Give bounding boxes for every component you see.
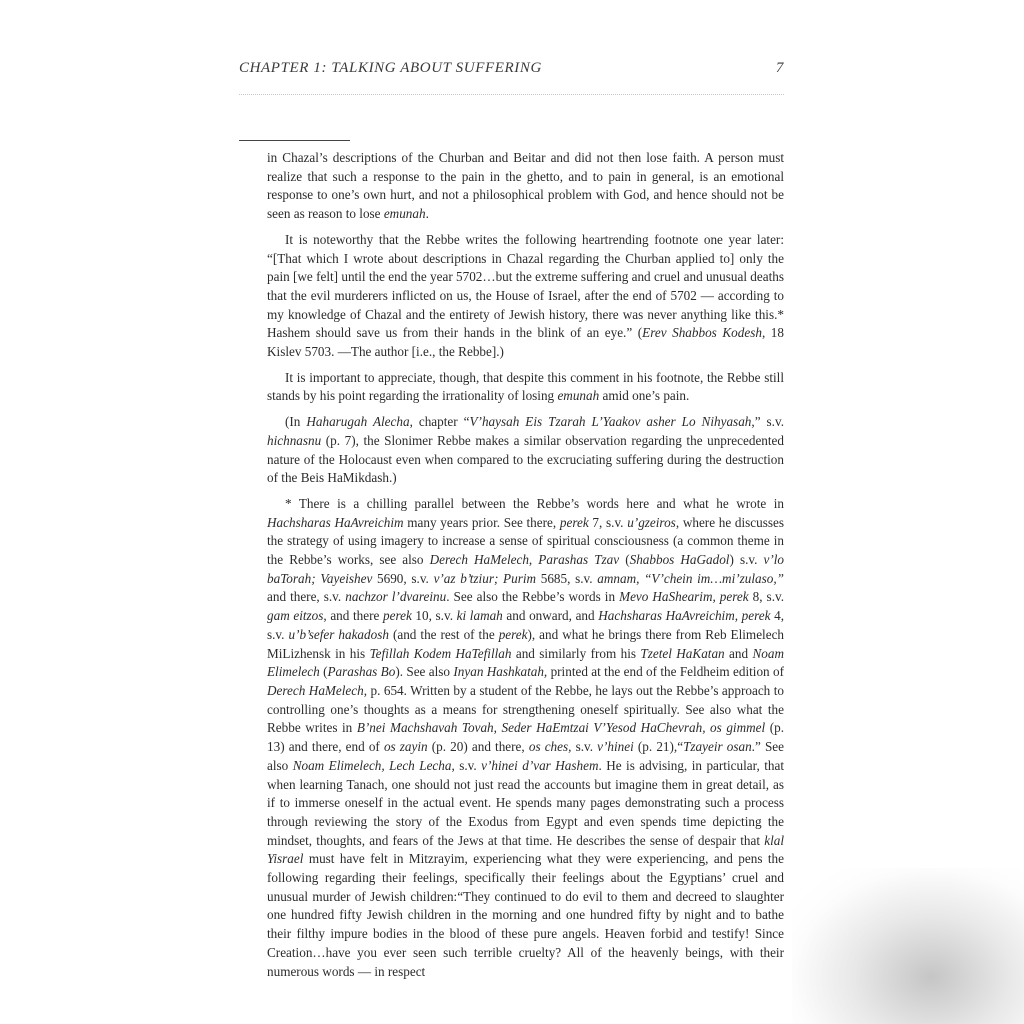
text-run: (p. 7), the Slonimer Rebbe makes a similar observation regarding the unprecedented nature of the Holocaust even when compared to the excruciating suffering during the destruction of the Beis HaMikdash.) bbox=[267, 432, 784, 486]
text-run: It is important to appreciate, though, that despite this comment in his footnote, the Rebbe still stands by his point regarding the irrationality of losing bbox=[267, 369, 784, 404]
italic-run: amnam, “V’chein im…mi’zulaso,” bbox=[597, 570, 784, 586]
text-run: ) s.v. bbox=[729, 552, 764, 568]
italic-run: os zayin bbox=[383, 739, 428, 755]
italic-run: nachzor l’dvareinu bbox=[345, 589, 447, 605]
text-run: , p. 654. Written by a student of the Rebbe, he lays out the Rebbe’s approach to controlling one’s thoughts as a means for strengthening oneself spiritually. See also what the Rebbe writes in bbox=[267, 682, 784, 736]
text-run: . See also the Rebbe’s words in bbox=[446, 589, 620, 605]
text-run: must have felt in Mitzrayim, experiencing what they were experiencing, and pens the following regarding their feelings, specifically their feelings about the Egyptians’ cruel and unusual murder of Jewish children:“They continued to do evil to them and decreed to slaughter one hundred fifty Jewish children in the morning and one hundred fifty by night and to bathe their filthy impure bodies in the blood of these pure angels. Heaven forbid and testify! Since Creation…have you ever seen such terrible cruelty? All of the heavenly beings, with their numerous words — in respect bbox=[267, 851, 784, 979]
paragraph-irrationality bbox=[267, 369, 784, 406]
header-divider bbox=[239, 94, 784, 95]
italic-run: Inyan Hashkatah, bbox=[453, 664, 548, 680]
text-run: It is noteworthy that the Rebbe writes the following heartrending footnote one year later: “[That which I wrote about descriptions in Chazal regarding the Churban applied to] only the pain [we felt] until the end the year 5702…but the extreme suffering and cruel and unusual deaths that the evil murderers inflicted on us, the House of Israel, after the end of 5702 — according to my knowledge of Chazal and the entirety of Jewish history, there was never anything like this.* Hashem should save us from their hands in the blink of an eye.” ( bbox=[267, 231, 784, 341]
text-run: (and the rest of the bbox=[388, 626, 499, 642]
italic-run: Parashas Bo bbox=[327, 664, 396, 680]
text-run: (In bbox=[285, 414, 307, 430]
text-run: 10, s.v. bbox=[411, 608, 457, 624]
italic-run: Erev Shabbos Kodesh bbox=[642, 325, 762, 341]
italic-run: Tzetel HaKatan bbox=[640, 645, 725, 661]
text-run: and onward, and bbox=[502, 608, 599, 624]
italic-run: os ches, bbox=[528, 739, 572, 755]
italic-run: Haharugah Alecha bbox=[306, 414, 410, 430]
text-run: ( bbox=[319, 664, 328, 680]
text-run: ), and what he brings there from Reb Elimelech MiLizhensk in his bbox=[267, 626, 785, 661]
italic-run: u’b’sefer hakadosh bbox=[288, 626, 389, 642]
scan-smudge bbox=[792, 868, 1024, 1024]
text-run: (p. 20) and there, bbox=[427, 739, 529, 755]
italic-run: klal Yisrael bbox=[267, 832, 784, 867]
text-run: (p. 21),“ bbox=[633, 739, 684, 755]
italic-run: hichnasnu bbox=[267, 432, 322, 448]
text-run: and similarly from his bbox=[511, 645, 641, 661]
italic-run: u’gzeiros bbox=[627, 514, 676, 530]
italic-run: Derech HaMelech, Parashas Tzav bbox=[429, 552, 620, 568]
italic-run: v’az b’tziur; Purim bbox=[433, 570, 537, 586]
text-run: in Chazal’s descriptions of the Churban and Beitar and did not then lose faith. A person must realize that such a response to the pain in the ghetto, and to pain in general, is an emotional response to one’s own hurt, and not a philosophical problem with God, and hence should not be seen as reason to lose bbox=[267, 150, 784, 222]
italic-run: gam eitzos bbox=[267, 608, 324, 624]
text-run: printed at the end of the Feldheim edition of bbox=[547, 664, 784, 680]
text-run: , 18 Kislev 5703. —The author [i.e., the Rebbe].) bbox=[267, 325, 784, 360]
text-run: . bbox=[425, 206, 429, 222]
text-run: ). See also bbox=[395, 664, 454, 680]
text-run: and bbox=[724, 645, 753, 661]
running-header bbox=[239, 60, 784, 77]
text-run: 8, s.v. bbox=[748, 589, 785, 605]
chapter-title: CHAPTER 1: TALKING ABOUT SUFFERING bbox=[239, 60, 542, 76]
italic-run: Noam Elimelech bbox=[267, 645, 784, 680]
text-run: and there, s.v. bbox=[267, 589, 346, 605]
italic-run: perek bbox=[383, 608, 412, 624]
italic-run: emunah bbox=[557, 388, 600, 404]
italic-run: v’lo baTorah; Vayeishev bbox=[267, 552, 784, 586]
italic-run: perek bbox=[498, 626, 528, 642]
text-run: s.v. bbox=[571, 739, 598, 755]
italic-run: emunah bbox=[383, 206, 426, 222]
text-run: (p. 13) and there, end of bbox=[267, 720, 784, 755]
italic-run: Tzayeir osan bbox=[683, 739, 752, 755]
italic-run: v’hinei bbox=[597, 739, 634, 755]
text-run: , where he discusses the strategy of using imagery to increase a sense of spiritual consciousness (a common theme in the Rebbe’s works, see also bbox=[267, 514, 785, 568]
text-run: , s.v. bbox=[451, 757, 482, 773]
italic-run: Shabbos HaGadol bbox=[629, 552, 730, 568]
body-text bbox=[267, 149, 784, 988]
text-run: ,” s.v. bbox=[751, 414, 784, 430]
text-run: many years prior. See there, bbox=[403, 514, 560, 530]
text-run: .” See also bbox=[267, 739, 784, 773]
text-run: 7, s.v. bbox=[588, 514, 628, 530]
italic-run: Noam Elimelech, Lech Lecha bbox=[292, 757, 452, 773]
italic-run: perek bbox=[559, 514, 589, 530]
paragraph-slonimer bbox=[267, 413, 784, 488]
italic-run: B’nei Machshavah Tovah, Seder HaEmtzai V’Yesod HaChevrah, os gimmel bbox=[356, 720, 766, 736]
text-run: 5690, s.v. bbox=[372, 570, 434, 586]
footnote-rule bbox=[239, 140, 350, 141]
text-run: 5685, s.v. bbox=[536, 570, 598, 586]
text-run: amid one’s pain. bbox=[599, 388, 690, 404]
italic-run: Hachsharas HaAvreichim, perek bbox=[598, 608, 771, 624]
italic-run: V’haysah Eis Tzarah L’Yaakov asher Lo Nihyasah bbox=[469, 414, 752, 430]
italic-run: Derech HaMelech bbox=[267, 682, 364, 698]
text-run: * There is a chilling parallel between the Rebbe’s words here and what he wrote in bbox=[285, 495, 784, 511]
italic-run: Hachsharas HaAvreichim bbox=[267, 514, 404, 530]
text-run: 4, s.v. bbox=[267, 608, 784, 642]
text-run: , chapter “ bbox=[409, 414, 470, 430]
text-run: ( bbox=[619, 552, 630, 568]
page-number: 7 bbox=[775, 60, 784, 76]
paragraph-footnote-star bbox=[267, 495, 784, 981]
paragraph-rebbe-footnote bbox=[267, 231, 784, 362]
italic-run: ki lamah bbox=[456, 608, 503, 624]
text-run: , and there bbox=[323, 608, 383, 624]
italic-run: v’hinei d’var Hashem bbox=[481, 757, 599, 773]
paragraph-continuation bbox=[267, 149, 784, 224]
text-run: . He is advising, in particular, that when learning Tanach, one should not just read the accounts but imagine them in great detail, as if to immerse oneself in the actual event. He spends many pages demonstrating such a process through reviewing the story of the Exodus from Egypt and even spends time depicting the mindset, thoughts, and fears of the Jews at that time. He describes the sense of despair that bbox=[267, 757, 784, 848]
italic-run: Mevo HaShearim, perek bbox=[619, 589, 749, 605]
italic-run: Tefillah Kodem HaTefillah bbox=[369, 645, 512, 661]
